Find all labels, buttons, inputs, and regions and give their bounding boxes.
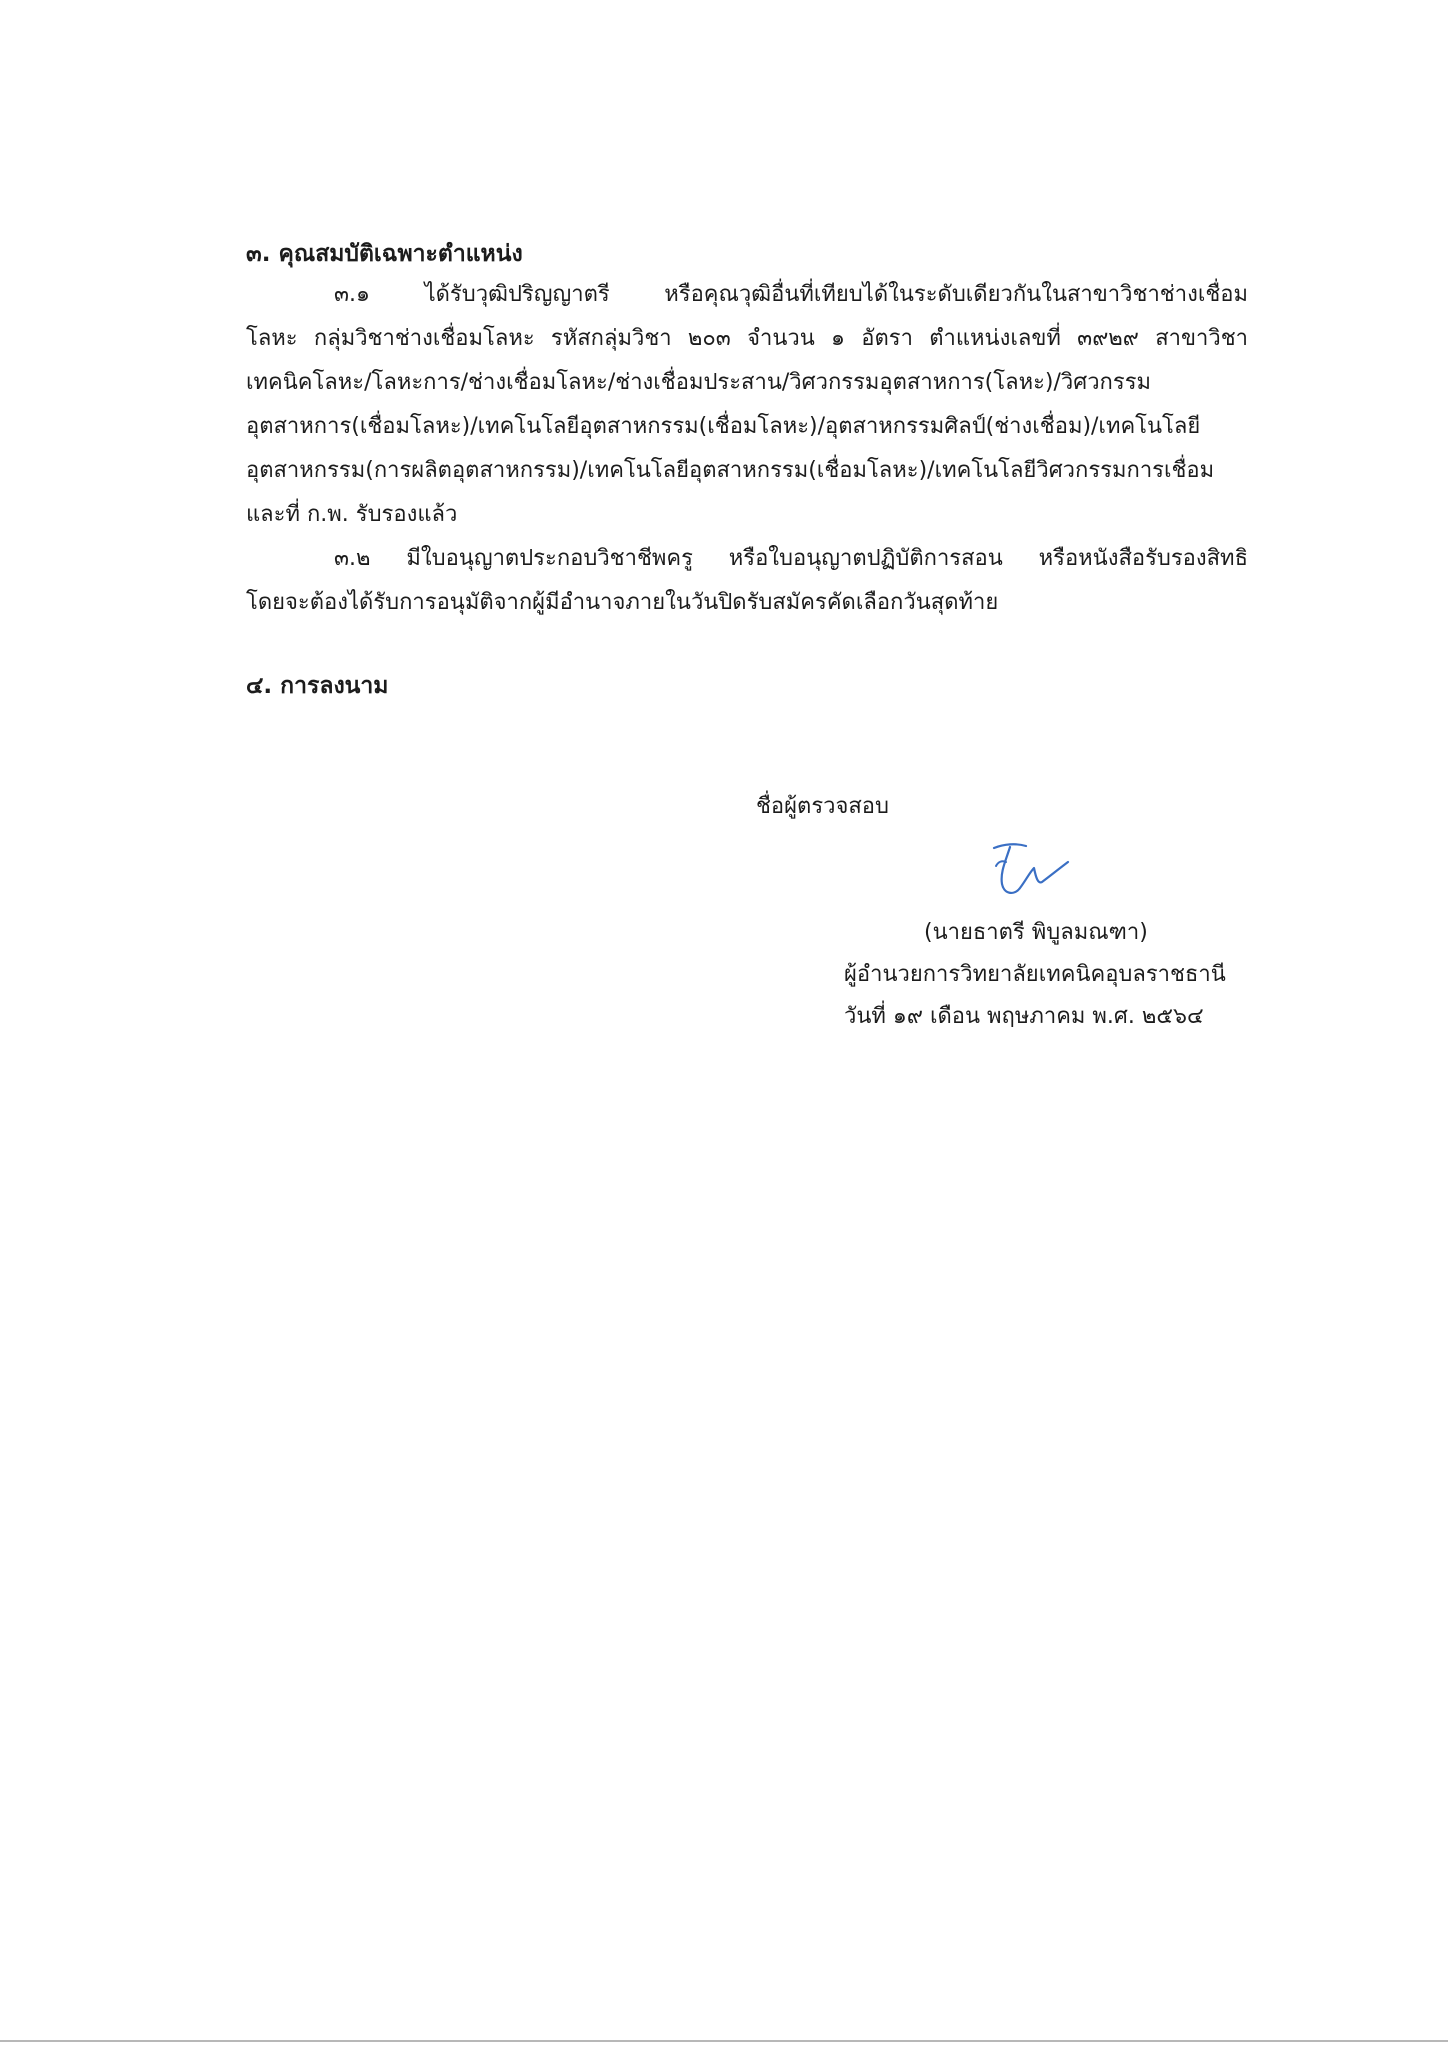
reviewer-label: ชื่อผู้ตรวจสอบ xyxy=(756,794,889,819)
section-3-1-line-1: ๓.๑ ได้รับวุฒิปริญญาตรี หรือคุณวุฒิอื่นที่เทียบได้ในระดับเดียวกันในสาขาวิชาช่างเชื่อม xyxy=(334,282,1248,307)
section-3-heading: ๓. คุณสมบัติเฉพาะตำแหน่ง xyxy=(246,241,523,267)
section-4-heading: ๔. การลงนาม xyxy=(246,673,389,699)
section-3-1-line-6: และที่ ก.พ. รับรองแล้ว xyxy=(246,502,458,527)
section-3-1-line-3: เทคนิคโลหะ/โลหะการ/ช่างเชื่อมโลหะ/ช่างเชื่อมประสาน/วิศวกรรมอุตสาหการ(โลหะ)/วิศวกรรม xyxy=(246,370,1152,395)
signer-position: ผู้อำนวยการวิทยาลัยเทคนิคอุบลราชธานี xyxy=(844,962,1226,987)
page-bottom-rule xyxy=(0,2040,1448,2042)
handwritten-signature-icon xyxy=(990,838,1070,900)
signer-name: (นายธาตรี พิบูลมณฑา) xyxy=(924,920,1148,945)
section-3-1-line-2: โลหะ กลุ่มวิชาช่างเชื่อมโลหะ รหัสกลุ่มวิชา ๒๐๓ จำนวน ๑ อัตรา ตำแหน่งเลขที่ ๓๙๒๙ สาขาวิชา xyxy=(246,326,1248,351)
section-3-1-line-4: อุตสาหการ(เชื่อมโลหะ)/เทคโนโลยีอุตสาหกรรม(เชื่อมโลหะ)/อุตสาหกรรมศิลป์(ช่างเชื่อม)/เทคโนโลยี xyxy=(246,414,1201,439)
section-3-2-line-2: โดยจะต้องได้รับการอนุมัติจากผู้มีอำนาจภายในวันปิดรับสมัครคัดเลือกวันสุดท้าย xyxy=(246,590,999,615)
section-3-2-line-1: ๓.๒ มีใบอนุญาตประกอบวิชาชีพครู หรือใบอนุญาตปฏิบัติการสอน หรือหนังสือรับรองสิทธิ xyxy=(334,546,1248,571)
section-3-1-line-5: อุตสาหกรรม(การผลิตอุตสาหกรรม)/เทคโนโลยีอุตสาหกรรม(เชื่อมโลหะ)/เทคโนโลยีวิศวกรรมการเชื่อม xyxy=(246,458,1215,483)
signature-date: วันที่ ๑๙ เดือน พฤษภาคม พ.ศ. ๒๕๖๔ xyxy=(844,1004,1204,1029)
